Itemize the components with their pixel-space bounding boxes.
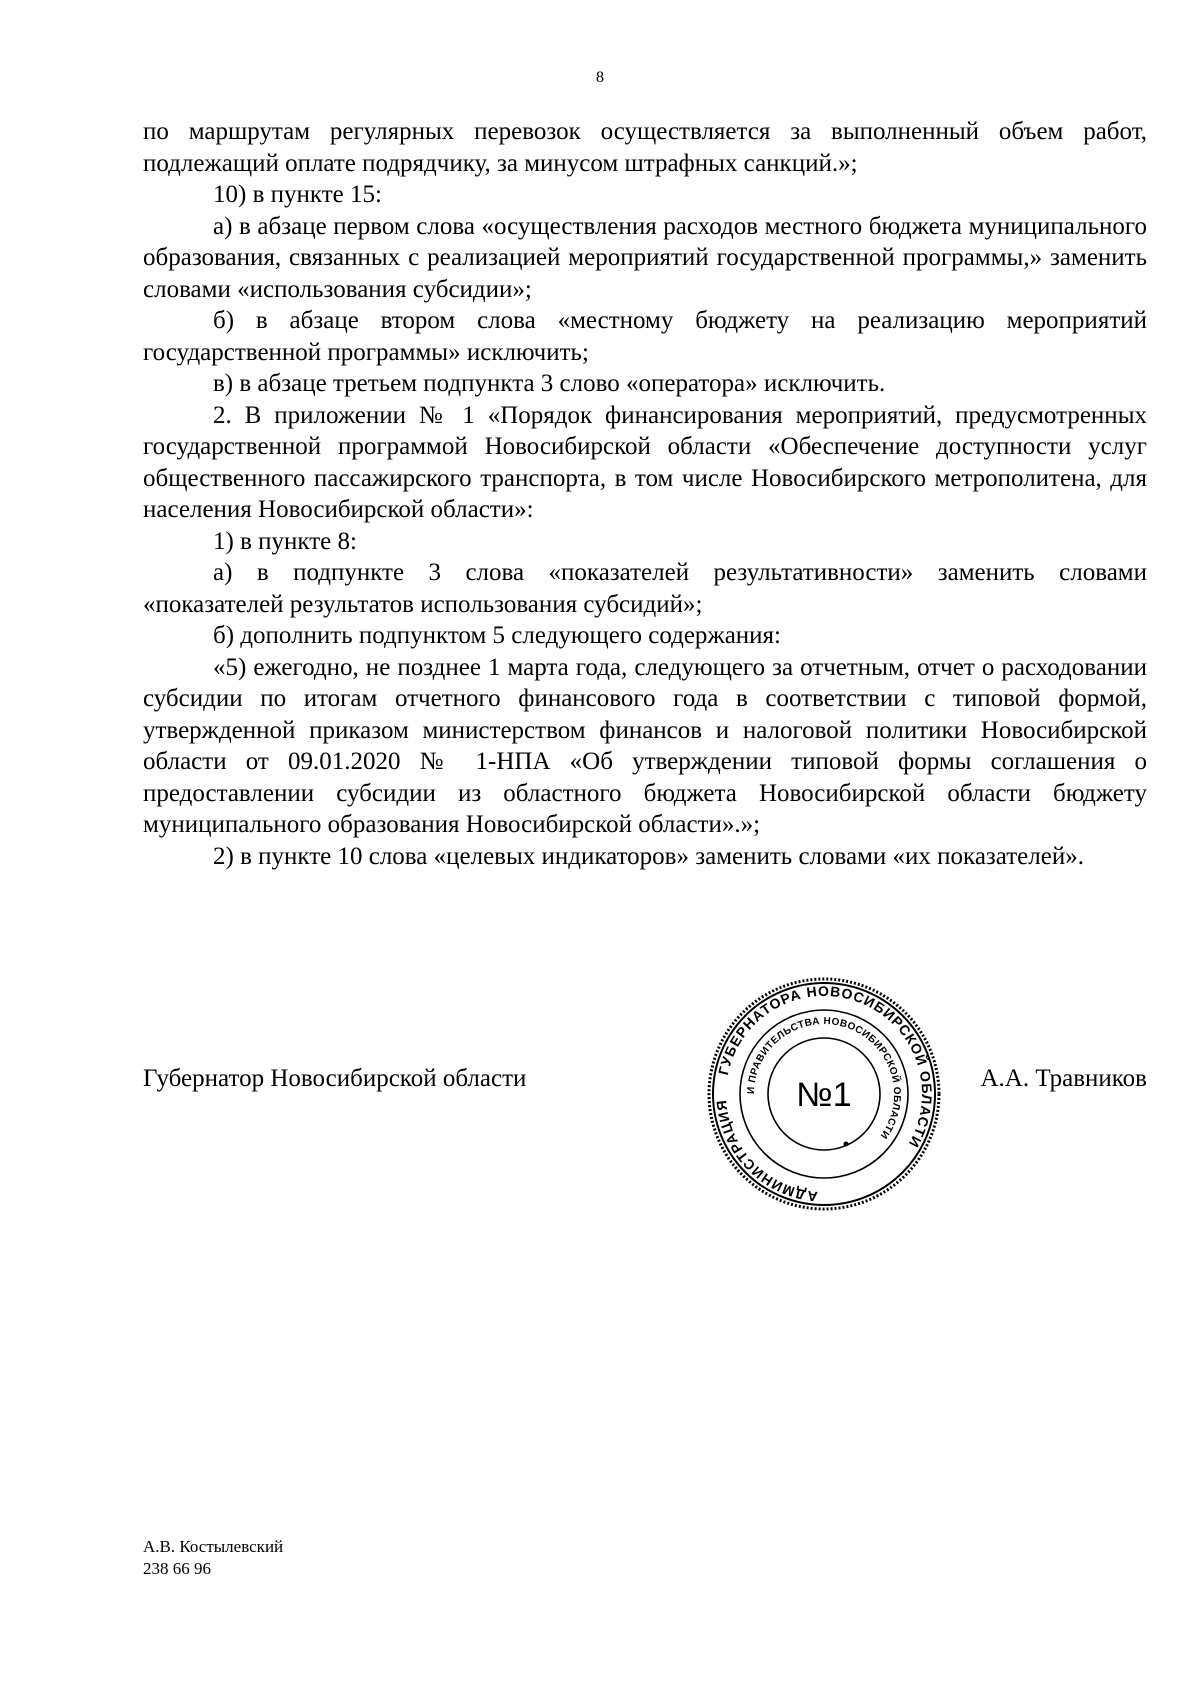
seal-center-number: №1	[796, 1076, 852, 1114]
paragraph-subitem-a-2: а) в подпункте 3 слова «показателей результативности» заменить словами «показателей результатов использования субсидий»;	[143, 559, 1147, 618]
official-seal	[706, 976, 942, 1212]
signatory-name: А.А. Травников	[980, 1065, 1147, 1092]
executor-footer	[143, 1536, 283, 1580]
paragraph-item-2: 2) в пункте 10 слова «целевых индикаторов» заменить словами «их показателей».	[213, 842, 1084, 870]
paragraph-continuation: по маршрутам регулярных перевозок осуществляется за выполненный объем работ, подлежащий оплате подрядчику, за минусом штрафных санкций.»;	[143, 118, 1147, 177]
paragraph-subitem-b: б) в абзаце втором слова «местному бюджету на реализацию мероприятий государственной программы» исключить;	[143, 307, 1147, 366]
seal-outer-text-left: АДМИНИСТРАЦИЯ	[713, 1098, 819, 1205]
paragraph-quote-5: «5) ежегодно, не позднее 1 марта года, следующего за отчетным, отчет о расходовании субсидии по итогам отчетного финансового года в соответствии с типовой формой, утвержденной приказом министерством финансов и налоговой политики Новосибирской области от 09.01.2020 № 1-НПА «Об утверждении типовой формы соглашения о предоставлении субсидии из областного бюджета Новосибирской области бюджету муниципального образования Новосибирской области».»;	[143, 653, 1147, 838]
paragraph-subitem-a: а) в абзаце первом слова «осуществления расходов местного бюджета муниципального образования, связанных с реализацией мероприятий государственной программы,» заменить словами «использования субсидии»;	[143, 212, 1147, 303]
paragraph-item-10: 10) в пункте 15:	[213, 181, 382, 208]
paragraph-subitem-v: в) в абзаце третьем подпункта 3 слово «оператора» исключить.	[213, 370, 886, 397]
seal-star	[844, 1142, 849, 1147]
paragraph-section-2: 2. В приложении № 1 «Порядок финансирования мероприятий, предусмотренных государственной программой Новосибирской области «Обеспечение доступности услуг общественного пассажирского транспорта, в том числе Новосибирского метрополитена, для населения Новосибирской области»:	[143, 401, 1147, 523]
executor-name: А.В. Костылевский	[143, 1537, 284, 1556]
executor-phone: 238 66 96	[143, 1559, 211, 1578]
seal-inner-text: И ПРАВИТЕЛЬСТВА НОВОСИБИРСКОЙ ОБЛАСТИ	[745, 1015, 903, 1141]
page-number: 8	[596, 69, 604, 86]
document-body	[143, 116, 1147, 872]
signatory-position: Губернатор Новосибирской области	[143, 1065, 527, 1092]
paragraph-item-1: 1) в пункте 8:	[213, 527, 357, 555]
seal-outer-text: ГУБЕРНАТОРА НОВОСИБИРСКОЙ ОБЛАСТИ	[714, 982, 936, 1151]
paragraph-subitem-b-2: б) дополнить подпунктом 5 следующего содержания:	[213, 622, 781, 649]
